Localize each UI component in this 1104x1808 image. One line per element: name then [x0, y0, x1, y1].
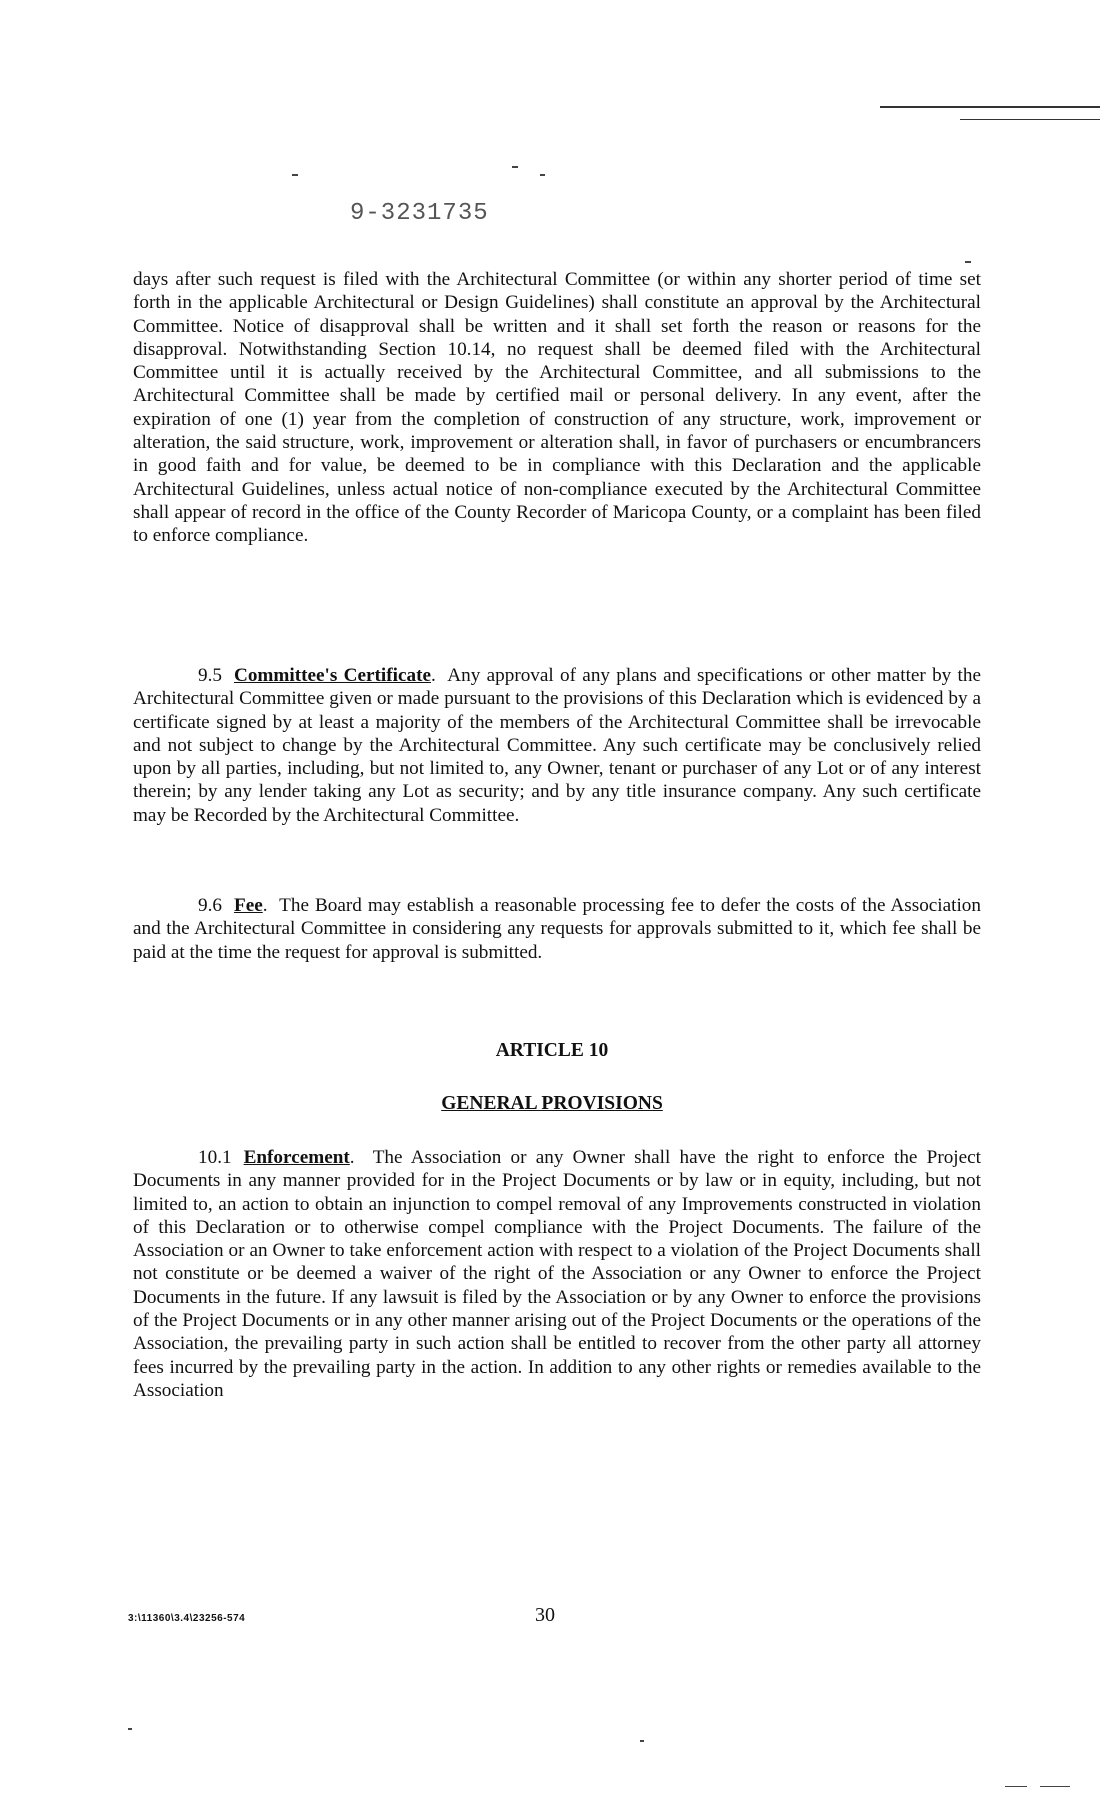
section-number: 10.1 [198, 1147, 232, 1168]
scan-speck [965, 261, 971, 263]
section-9-6: 9.6 Fee. The Board may establish a reasonable processing fee to defer the costs of the Association and the Architectural Committee in considering any requests for approvals submitted to it, which fee shall be paid at the time the request for approval is submitted. [133, 895, 981, 963]
scan-speck [1005, 1786, 1027, 1787]
top-right-rule-short [960, 119, 1100, 120]
scan-speck [512, 166, 518, 168]
article-heading: ARTICLE 10 [495, 1040, 609, 1061]
section-10-1: 10.1 Enforcement. The Association or any Owner shall have the right to enforce the Project Documents in any manner provided for in the Project Documents or by law or in equity, including, but not limited to, an action to obtain an injunction to compel removal of any Improvements constructed in violation of this Declaration or to otherwise compel compliance with the Project Documents. The failure of the Association or an Owner to take enforcement action with respect to a violation of the Project Documents shall not constitute or be deemed a waiver of the right of the Association or any Owner to enforce the Project Documents in the future. If any lawsuit is filed by the Association or by any Owner to enforce the provisions of the Project Documents or in any other manner arising out of the Project Documents or the operations of the Association, the prevailing party in such action shall be entitled to recover from the other party all attorney fees incurred by the prevailing party in the action. In addition to any other rights or remedies available to the Association [133, 1147, 982, 1401]
section-number: 9.5 [198, 665, 222, 686]
section-title: Fee [233, 895, 263, 916]
section-title: Committee's Certificate [233, 665, 431, 686]
scan-speck [1040, 1786, 1070, 1787]
page-number: 30 [535, 1604, 555, 1626]
section-text: The Association or any Owner shall have the right to enforce the Project Documents in any manner provided for in the Project Documents or by law or in equity, including, but not limited to, an action to obtain an injunction to compel removal of any Improvements constructed in violation of this Declaration or to otherwise compel compliance with the Project Documents. The failure of the Association or an Owner to take enforcement action with respect to a violation of the Project Documents shall not constitute or be deemed a waiver of the right of the Association or any Owner to enforce the Project Documents in the future. If any lawsuit is filed by the Association or by any Owner to enforce the provisions of the Project Documents or in any other manner arising out of the Project Documents or the operations of the Association, the prevailing party in such action shall be entitled to recover from the other party all attorney fees incurred by the prevailing party in the action. In addition to any other rights or remedies available to the Association [133, 1147, 982, 1401]
section-number: 9.6 [198, 895, 222, 916]
section-title: Enforcement [243, 1147, 350, 1168]
section-9-5: 9.5 Committee's Certificate. Any approval of any plans and specifications or other matter by the Architectural Committee given or made pursuant to the provisions of this Declaration which is evidenced by a certificate signed by at least a majority of the members of the Architectural Committee shall be irrevocable and not subject to change by the Architectural Committee. Any such certificate may be conclusively relied upon by all parties, including, but not limited to, any Owner, tenant or purchaser of any Lot or of any interest therein; by any lender taking any Lot as security; and by any title insurance company. Any such certificate may be Recorded by the Architectural Committee. [133, 665, 981, 826]
top-right-rule [880, 106, 1100, 108]
section-text: The Board may establish a reasonable processing fee to defer the costs of the Association and the Architectural Committee in considering any requests for approvals submitted to it, which fee shall be paid at the time the request for approval is submitted. [133, 895, 981, 963]
recording-number: 9-3231735 [350, 200, 489, 227]
scan-speck [540, 174, 545, 176]
scan-speck [640, 1740, 644, 1742]
article-subheading: GENERAL PROVISIONS [441, 1093, 663, 1114]
scan-speck [292, 174, 298, 176]
footer-file-code: 3:\11360\3.4\23256-574 [128, 1613, 246, 1624]
continuation-paragraph: days after such request is filed with the Architectural Committee (or within any shorter period of time set forth in the applicable Architectural or Design Guidelines) shall constitute an approval by the Architectural Committee. Notice of disapproval shall be written and it shall set forth the reason or reasons for the disapproval. Notwithstanding Section 10.14, no request shall be deemed filed with the Architectural Committee until it is actually received by the Architectural Committee, and all submissions to the Architectural Committee shall be made by certified mail or personal delivery. In any event, after the expiration of one (1) year from the completion of construction of any structure, work, improvement or alteration, the said structure, work, improvement or alteration shall, in favor of purchasers or encumbrancers in good faith and for value, be deemed to be in compliance with this Declaration and the applicable Architectural Guidelines, unless actual notice of non-compliance executed by the Architectural Committee shall appear of record in the office of the County Recorder of Maricopa County, or a complaint has been filed to enforce compliance. [133, 269, 981, 547]
scan-speck [128, 1728, 132, 1730]
section-text: Any approval of any plans and specifications or other matter by the Architectural Committee given or made pursuant to the provisions of this Declaration which is evidenced by a certificate signed by at least a majority of the members of the Architectural Committee shall be irrevocable and not subject to change by the Architectural Committee. Any such certificate may be conclusively relied upon by all parties, including, but not limited to, any Owner, tenant or purchaser of any Lot or of any interest therein; by any lender taking any Lot as security; and by any title insurance company. Any such certificate may be Recorded by the Architectural Committee. [133, 665, 981, 826]
